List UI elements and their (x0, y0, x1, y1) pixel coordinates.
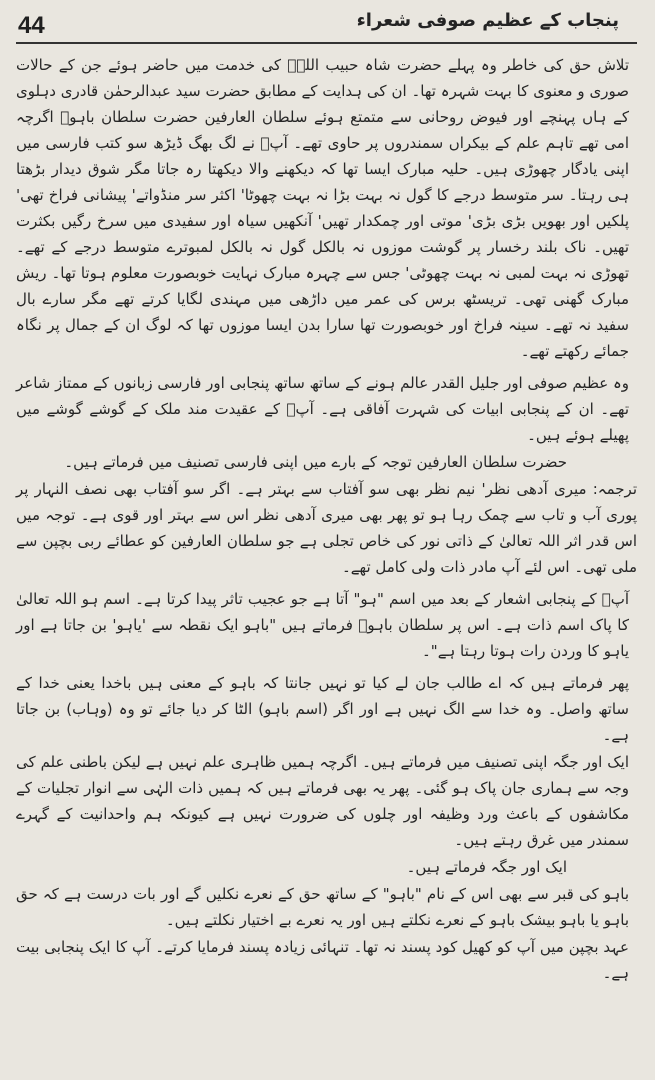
page-body (16, 52, 637, 986)
paragraph-4: ترجمہ: میری آدھی نظر' نیم نظر بھی سو آفتاب سے بہتر ہے۔ اگر سو آفتاب بھی نصف النہار پر پوری آب و تاب سے چمک رہا ہو تو پھر بھی میری آدھی نظر اس سے بہتر اور قوی ہے۔ توجہ میں اس قدر اثر اللہ تعالیٰ کے ذاتی نور کی خاص تجلی ہے جو سلطان العارفین کو عطائے ربی بچپن سے ملی تھی۔ اس لئے آپ مادر ذات ولی کامل تھے۔ (16, 480, 637, 576)
paragraph-8: ایک اور جگہ فرماتے ہیں۔ (406, 858, 567, 876)
running-title: پنجاب کے عظیم صوفی شعراء (356, 10, 619, 31)
paragraph-5: آپؒ کے پنجابی اشعار کے بعد میں اسم "ہو" آتا ہے جو عجیب تاثر پیدا کرتا ہے۔ اسم ہو اللہ تعالیٰ کا پاک اسم ذات ہے۔ اس پر سلطان باہوؒ فرماتے ہیں "باہو ایک نقطہ سے 'یاہو' بن جاتا ہے اور یاہو کا وردن رات ہوتا رہتا ہے"۔ (16, 590, 629, 660)
paragraph-9: باہو کی قبر سے بھی اس کے نام "باہو" کے ساتھ حق کے نعرے نکلیں گے اور بات درست ہے کہ حق باہو یا باہو بیشک باہو کے نعرے نکلتے ہیں اور یہ نعرے بے اختیار نکلتے ہیں۔ (16, 885, 629, 929)
page-header (16, 6, 637, 44)
paragraph-1: تلاش حق کی خاطر وہ پہلے حضرت شاہ حبیب اللہؒ کی خدمت میں حاضر ہوئے جن کے حالات صوری و معنوی کا بہت شہرہ تھا۔ ان کی ہدایت کے مطابق حضرت سید عبدالرحمٰن قادری دہلوی کے ہاں پہنچے اور فیوض روحانی سے متمتع ہوئے سلطان العارفین حضرت سلطان باہوؒ اگرچہ امی تھے تاہم علم کے بیکراں سمندروں پر حاوی تھے۔ آپؒ نے لگ بھگ ڈیڑھ سو کتب فارسی میں اپنی یادگار چھوڑی ہیں۔ حلیہ مبارک ایسا تھا کہ دیکھنے والا دیکھتا رہ جاتا مگر شوق دیدار بڑھتا ہی رہتا۔ سر متوسط درجے کا گول نہ بہت بڑا نہ بہت چھوٹا' اکثر سر منڈواتے' پیشانی فراخ تھی' پلکیں اور بھویں بڑی بڑی' موتی اور چمکدار تھیں' آنکھیں سیاہ اور سفیدی میں سرخ رگیں بکثرت تھیں۔ ناک بلند رخسار پر گوشت موزوں نہ بالکل گول نہ بالکل لمبوترے متوسط درجے کے تھے۔ تھوڑی نہ بہت لمبی نہ بہت چھوٹی' جس سے چہرہ مبارک نہایت خوبصورت معلوم ہوتا تھا۔ ریش مبارک گھنی تھی۔ تریسٹھ برس کی عمر میں داڑھی میں مہندی لگایا کرتے تھے مگر سارے بال سفید نہ تھے۔ سینہ فراخ اور خوبصورت تھا سارا بدن ایسا موزوں تھا کہ لوگ ان کے جمال پر نگاہ جمائے رکھتے تھے۔ (16, 56, 629, 360)
paragraph-2: وہ عظیم صوفی اور جلیل القدر عالم ہونے کے ساتھ ساتھ پنجابی اور فارسی زبانوں کے ممتاز شاعر تھے۔ ان کے پنجابی ابیات کی شہرت آفاقی ہے۔ آپؒ کے عقیدت مند ملک کے گوشے گوشے میں پھیلے ہوئے ہیں۔ (16, 374, 629, 444)
page-number: 44 (18, 12, 45, 39)
paragraph-6: پھر فرماتے ہیں کہ اے طالب جان لے کیا تو نہیں جانتا کہ باہو کے معنی ہیں باخدا یعنی خدا کے ساتھ واصل۔ وہ خدا سے الگ نہیں ہے اور اگر (اسم باہو) الٹا کر دیا جائے تو وہ (وہاب) بن جاتا ہے۔ (16, 674, 629, 744)
paragraph-7: ایک اور جگہ اپنی تصنیف میں فرماتے ہیں۔ اگرچہ ہمیں ظاہری علم نہیں ہے لیکن باطنی علم کی وجہ سے ہماری جان پاک ہو گئی۔ پھر یہ بھی فرماتے ہیں کہ ہمیں ذات الہٰی سے انوار تجلیات کے مکاشفوں کے باعث ورد وظیفہ اور چلوں کی ضرورت نہیں ہے کیونکہ ہم واحدانیت کے گہرے سمندر میں غرق رہتے ہیں۔ (16, 753, 629, 849)
paragraph-10: عہد بچپن میں آپ کو کھیل کود پسند نہ تھا۔ تنہائی زیادہ پسند فرمایا کرتے۔ آپ کا ایک پنجابی بیت ہے۔ (16, 938, 629, 982)
paragraph-3: حضرت سلطان العارفین توجہ کے بارے میں اپنی فارسی تصنیف میں فرماتے ہیں۔ (64, 453, 567, 471)
